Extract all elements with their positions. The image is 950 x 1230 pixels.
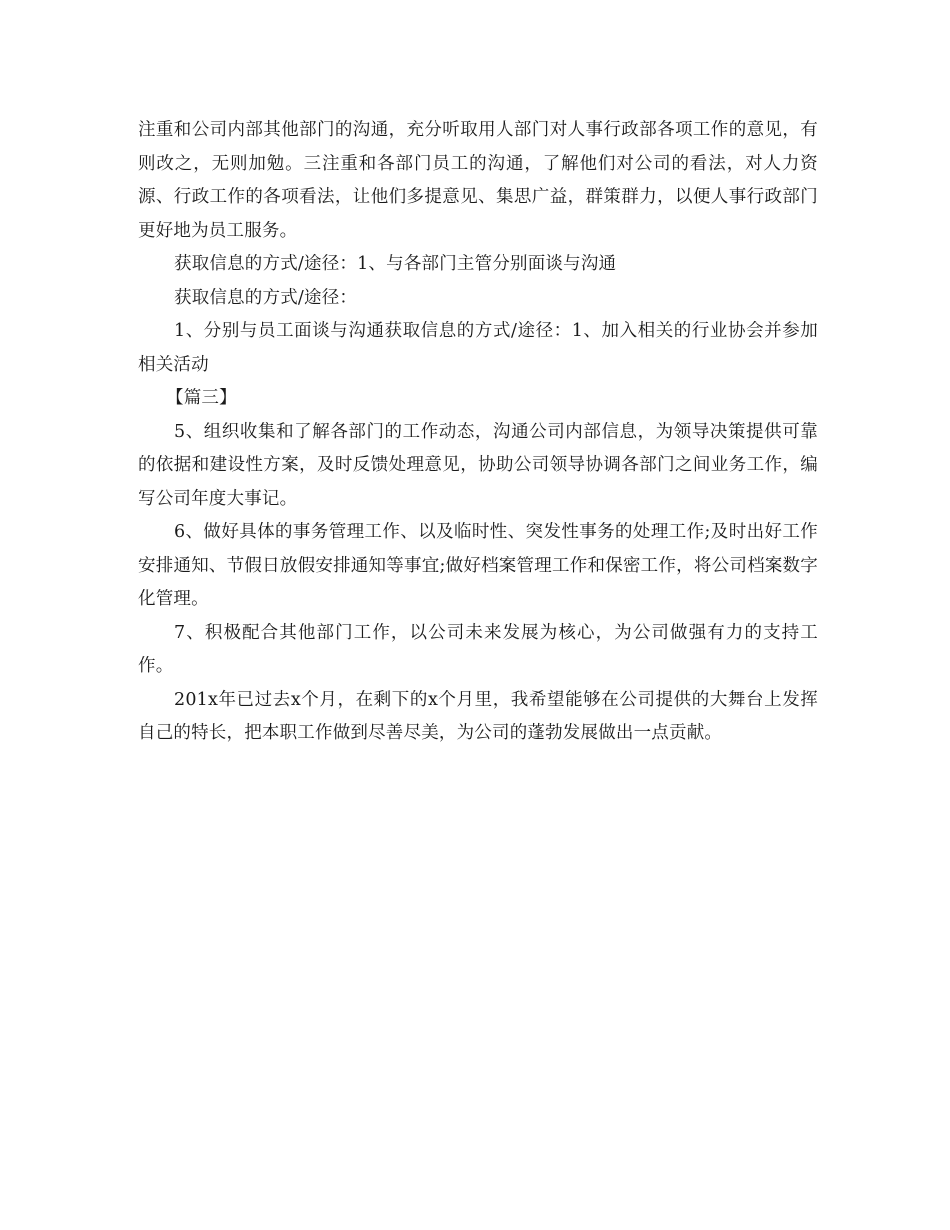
- paragraph-item-6: 6、做好具体的事务管理工作、以及临时性、突发性事务的处理工作;及时出好工作安排通知、节假日放假安排通知等事宜;做好档案管理工作和保密工作，将公司档案数字化管理。: [138, 522, 818, 609]
- section-heading: 【篇三】: [166, 388, 237, 408]
- paragraph-info-channel-2: 获取信息的方式/途径：: [174, 287, 358, 308]
- document-body: [138, 114, 818, 751]
- paragraph-communication: 注重和公司内部其他部门的沟通，充分听取用人部门对人事行政部各项工作的意见，有则改之，无则加勉。三注重和各部门员工的沟通，了解他们对公司的看法，对人力资源、行政工作的各项看法，让他们多提意见、集思广益，群策群力，以便人事行政部门更好地为员工服务。: [138, 120, 818, 241]
- paragraph-info-channel-3: 1、分别与员工面谈与沟通获取信息的方式/途径：1、加入相关的行业协会并参加相关活动: [138, 321, 818, 375]
- paragraph-info-channel-1: 获取信息的方式/途径：1、与各部门主管分别面谈与沟通: [174, 254, 617, 274]
- paragraph-closing: 201x年已过去x个月，在剩下的x个月里，我希望能够在公司提供的大舞台上发挥自己的特长，把本职工作做到尽善尽美，为公司的蓬勃发展做出一点贡献。: [138, 689, 818, 743]
- paragraph-item-5: 5、组织收集和了解各部门的工作动态，沟通公司内部信息，为领导决策提供可靠的依据和建设性方案，及时反馈处理意见，协助公司领导协调各部门之间业务工作，编写公司年度大事记。: [138, 421, 818, 509]
- paragraph-item-7: 7、积极配合其他部门工作，以公司未来发展为核心，为公司做强有力的支持工作。: [138, 622, 818, 676]
